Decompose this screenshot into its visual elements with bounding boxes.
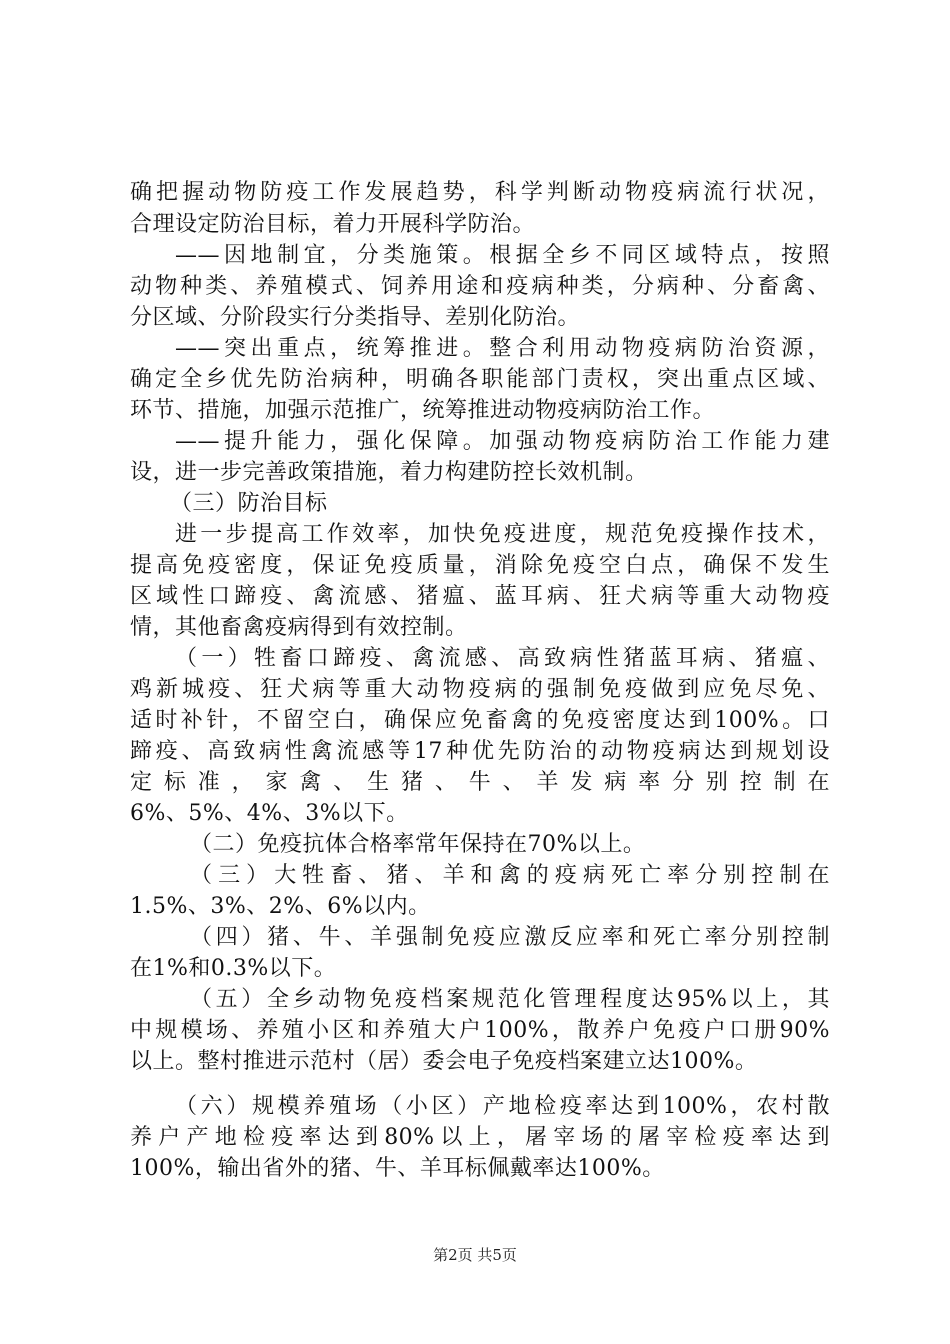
body-line: 确把握动物防疫工作发展趋势，科学判断动物疫病流行状况，	[130, 180, 830, 205]
body-line: （六）规模养殖场（小区）产地检疫率达到100%，农村散	[175, 1094, 830, 1119]
body-line: 定标准，家禽、生猪、牛、羊发病率分别控制在	[130, 770, 830, 795]
body-line: 合理设定防治目标，着力开展科学防治。	[130, 212, 536, 237]
body-line: 情，其他畜禽疫病得到有效控制。	[130, 615, 468, 640]
body-line: 环节、措施，加强示范推广，统筹推进动物疫病防治工作。	[130, 398, 716, 423]
body-line: 设，进一步完善政策措施，着力构建防控长效机制。	[130, 460, 648, 485]
body-line: （三）大牲畜、猪、羊和禽的疫病死亡率分别控制在	[190, 863, 830, 888]
body-line: （五）全乡动物免疫档案规范化管理程度达95%以上，其	[190, 987, 830, 1012]
body-line: 蹄疫、高致病性禽流感等17种优先防治的动物疫病达到规划设	[130, 739, 830, 764]
body-line: 以上。整村推进示范村（居）委会电子免疫档案建立达100%。	[130, 1049, 758, 1074]
body-line: （二）免疫抗体合格率常年保持在70%以上。	[190, 832, 646, 857]
body-line: 养户产地检疫率达到80%以上，屠宰场的屠宰检疫率达到	[130, 1125, 830, 1150]
body-line: 中规模场、养殖小区和养殖大户100%，散养户免疫户口册90%	[130, 1018, 830, 1043]
body-line: 鸡新城疫、狂犬病等重大动物疫病的强制免疫做到应免尽免、	[130, 677, 830, 702]
body-line: 分区域、分阶段实行分类指导、差别化防治。	[130, 305, 581, 330]
body-line: 适时补针，不留空白，确保应免畜禽的免疫密度达到100%。口	[130, 708, 830, 733]
body-line: ——提升能力，强化保障。加强动物疫病防治工作能力建	[175, 429, 830, 454]
body-line: ——因地制宜，分类施策。根据全乡不同区域特点，按照	[175, 243, 830, 268]
body-line: 确定全乡优先防治病种，明确各职能部门责权，突出重点区域、	[130, 367, 830, 392]
body-line: 区域性口蹄疫、禽流感、猪瘟、蓝耳病、狂犬病等重大动物疫	[130, 584, 830, 609]
body-line: 6%、5%、4%、3%以下。	[130, 801, 409, 826]
body-line: ——突出重点，统筹推进。整合利用动物疫病防治资源，	[175, 336, 830, 361]
body-line: 100%，输出省外的猪、牛、羊耳标佩戴率达100%。	[130, 1156, 665, 1181]
section-heading: （三）防治目标	[170, 491, 328, 516]
body-line: 提高免疫密度，保证免疫质量，消除免疫空白点，确保不发生	[130, 553, 830, 578]
body-line: （四）猪、牛、羊强制免疫应激反应率和死亡率分别控制	[190, 925, 830, 950]
body-line: 1.5%、3%、2%、6%以内。	[130, 894, 431, 919]
body-line: 在1%和0.3%以下。	[130, 956, 337, 981]
body-line: 进一步提高工作效率，加快免疫进度，规范免疫操作技术，	[175, 522, 830, 547]
page-footer: 第2页 共5页	[433, 1246, 517, 1264]
body-line: （一）牲畜口蹄疫、禽流感、高致病性猪蓝耳病、猪瘟、	[175, 646, 830, 671]
body-line: 动物种类、养殖模式、饲养用途和疫病种类，分病种、分畜禽、	[130, 274, 830, 299]
